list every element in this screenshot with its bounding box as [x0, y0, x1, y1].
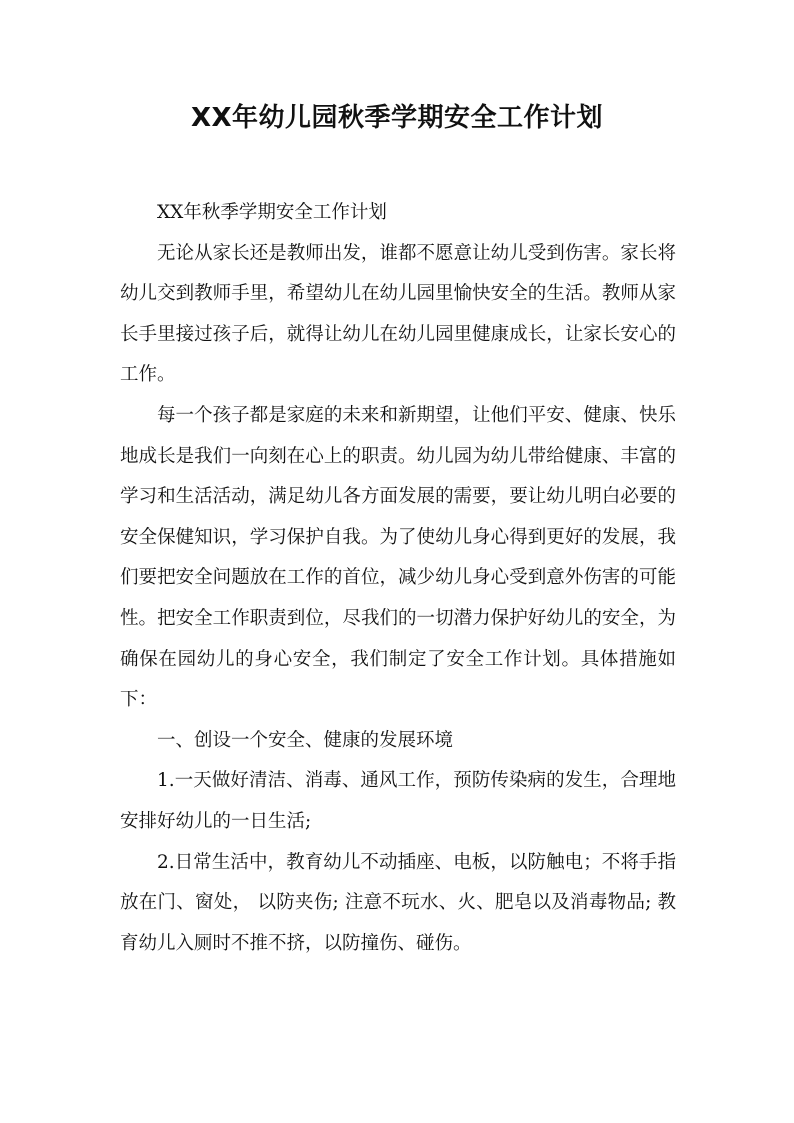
document-body — [120, 193, 676, 964]
measure-item-2: 2.日常生活中，教育幼儿不动插座、电板，以防触电；不将手指放在门、窗处， 以防夹伤; 注意不玩水、火、肥皂以及消毒物品; 教育幼儿入厕时不推不挤，以防撞伤、碰伤。 — [120, 851, 676, 954]
document-title: XX年幼儿园秋季学期安全工作计划 — [190, 103, 604, 133]
purpose-paragraph: 每一个孩子都是家庭的未来和新期望，让他们平安、健康、快乐地成长是我们一向刻在心上的职责。幼儿园为幼儿带给健康、丰富的学习和生活活动，满足幼儿各方面发展的需要，要让幼儿明白必要的安全保健知识，学习保护自我。为了使幼儿身心得到更好的发展，我们要把安全问题放在工作的首位，减少幼儿身心受到意外伤害的可能性。把安全工作职责到位，尽我们的一切潜力保护好幼儿的安全，为确保在园幼儿的身心安全，我们制定了安全工作计划。具体措施如下： — [120, 404, 676, 711]
measure-item-1: 1.一天做好清洁、消毒、通风工作，预防传染病的发生，合理地安排好幼儿的一日生活; — [120, 770, 676, 832]
subtitle-paragraph: XX年秋季学期安全工作计划 — [157, 202, 387, 223]
section-heading: 一、创设一个安全、健康的发展环境 — [157, 729, 454, 751]
intro-paragraph: 无论从家长还是教师出发，谁都不愿意让幼儿受到伤害。家长将幼儿交到教师手里，希望幼儿在幼儿园里愉快安全的生活。教师从家长手里接过孩子后，就得让幼儿在幼儿园里健康成长，让家长安心的工作。 — [120, 242, 676, 386]
